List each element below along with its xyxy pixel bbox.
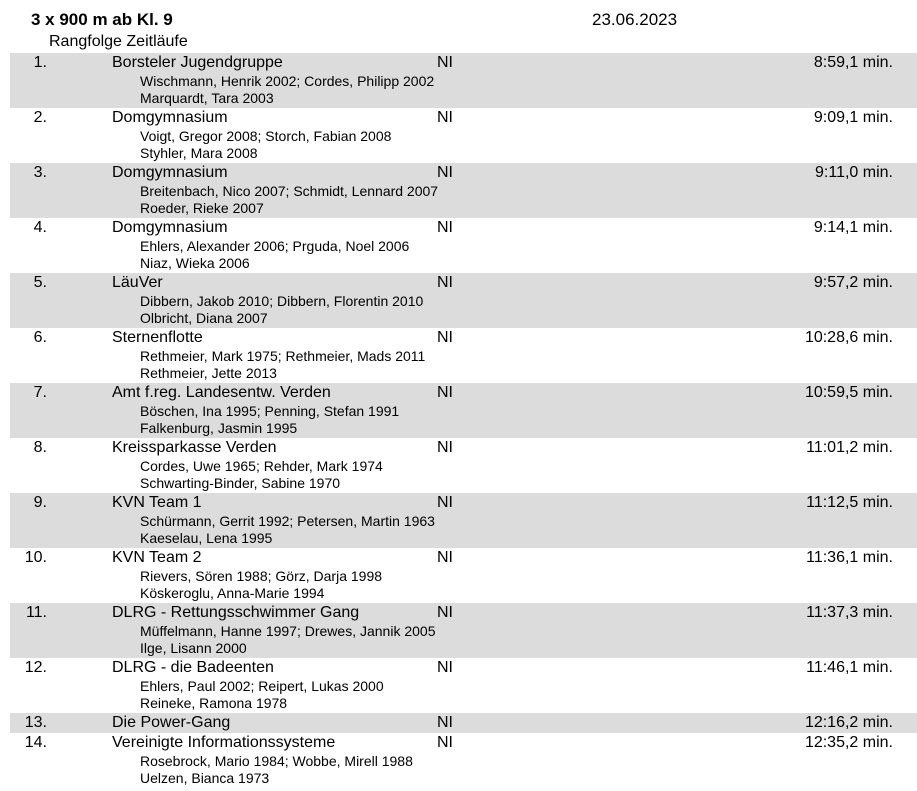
member-line: Ehlers, Paul 2002; Reipert, Lukas 2000 <box>140 678 384 694</box>
result-time: 9:14,1 min. <box>813 219 893 236</box>
team-region: NI <box>437 714 453 731</box>
team-name: Kreissparkasse Verden <box>112 439 277 456</box>
result-time: 10:28,6 min. <box>804 329 893 346</box>
result-rank: 11. <box>25 604 47 621</box>
page-title: 3 x 900 m ab Kl. 9 <box>31 10 173 29</box>
result-rank: 13. <box>24 714 47 731</box>
member-line: Reineke, Ramona 1978 <box>140 695 288 711</box>
result-row <box>10 383 917 438</box>
result-row <box>10 493 917 548</box>
member-line: Müffelmann, Hanne 1997; Drewes, Jannik 2005 <box>140 623 436 639</box>
team-members <box>140 73 434 107</box>
team-members <box>140 348 425 382</box>
result-time: 9:57,2 min. <box>813 274 893 291</box>
event-date: 23.06.2023 <box>592 10 678 29</box>
member-line: Cordes, Uwe 1965; Rehder, Mark 1974 <box>140 458 383 474</box>
member-line: Niaz, Wieka 2006 <box>140 255 250 271</box>
member-line: Rievers, Sören 1988; Görz, Darja 1998 <box>140 568 383 584</box>
team-region: NI <box>437 329 453 346</box>
result-rank: 12. <box>24 659 47 676</box>
result-rank: 8. <box>33 439 47 456</box>
team-name: DLRG - die Badeenten <box>112 659 274 676</box>
member-line: Rosebrock, Mario 1984; Wobbe, Mirell 1988 <box>140 753 413 769</box>
team-region: NI <box>437 384 453 401</box>
team-region: NI <box>437 604 453 621</box>
result-rank: 9. <box>33 494 47 511</box>
team-name: Vereinigte Informationssysteme <box>112 734 336 751</box>
team-region: NI <box>437 274 453 291</box>
result-rank: 10. <box>24 549 47 566</box>
team-region: NI <box>437 54 453 71</box>
team-name: LäuVer <box>112 274 163 291</box>
result-row <box>10 108 917 163</box>
result-time: 11:01,2 min. <box>806 439 893 456</box>
team-name: Amt f.reg. Landesentw. Verden <box>112 384 331 401</box>
result-row <box>10 218 917 273</box>
member-line: Voigt, Gregor 2008; Storch, Fabian 2008 <box>140 128 392 144</box>
result-row <box>10 603 917 658</box>
member-line: Köskeroglu, Anna-Marie 1994 <box>140 585 325 601</box>
member-line: Roeder, Rieke 2007 <box>140 200 264 216</box>
team-region: NI <box>437 549 453 566</box>
result-row <box>10 328 917 383</box>
team-region: NI <box>437 439 453 456</box>
result-time: 11:36,1 min. <box>806 549 893 566</box>
member-line: Ilge, Lisann 2000 <box>140 640 247 656</box>
team-members <box>140 753 413 787</box>
result-rank: 3. <box>33 164 47 181</box>
result-row <box>10 163 917 218</box>
team-name: KVN Team 1 <box>112 494 202 511</box>
member-line: Kaeselau, Lena 1995 <box>140 530 273 546</box>
team-name: Borsteler Jugendgruppe <box>112 54 283 71</box>
result-rank: 14. <box>24 734 47 751</box>
member-line: Styhler, Mara 2008 <box>140 145 258 161</box>
member-line: Dibbern, Jakob 2010; Dibbern, Florentin 2010 <box>140 293 424 309</box>
result-time: 9:11,0 min. <box>815 164 893 181</box>
result-row <box>10 713 917 733</box>
member-line: Breitenbach, Nico 2007; Schmidt, Lennard 2007 <box>140 183 439 199</box>
team-region: NI <box>437 219 453 236</box>
result-time: 11:12,5 min. <box>806 494 893 511</box>
team-region: NI <box>437 164 453 181</box>
member-line: Wischmann, Henrik 2002; Cordes, Philipp 2002 <box>140 73 435 89</box>
result-rank: 2. <box>33 109 47 126</box>
team-members <box>140 623 435 657</box>
team-name: Die Power-Gang <box>112 714 231 731</box>
result-time: 11:46,1 min. <box>806 659 893 676</box>
member-line: Schürmann, Gerrit 1992; Petersen, Martin 1963 <box>140 513 435 529</box>
member-line: Rethmeier, Mark 1975; Rethmeier, Mads 2011 <box>140 348 426 364</box>
member-line: Schwarting-Binder, Sabine 1970 <box>140 475 341 491</box>
page-subtitle: Rangfolge Zeitläufe <box>49 33 188 50</box>
result-rank: 7. <box>33 384 47 401</box>
team-region: NI <box>437 734 453 751</box>
result-row <box>10 658 917 713</box>
team-members <box>140 293 423 327</box>
result-time: 10:59,5 min. <box>804 384 893 401</box>
team-name: Sternenflotte <box>112 329 203 346</box>
team-members <box>140 678 384 712</box>
team-name: KVN Team 2 <box>112 549 202 566</box>
team-members <box>140 128 391 162</box>
result-rank: 4. <box>33 219 47 236</box>
team-members <box>140 568 382 602</box>
result-row <box>10 438 917 493</box>
team-name: Domgymnasium <box>112 109 228 126</box>
result-time: 12:35,2 min. <box>804 734 893 751</box>
team-members <box>140 183 438 217</box>
team-region: NI <box>437 494 453 511</box>
team-region: NI <box>437 659 453 676</box>
result-rank: 6. <box>33 329 47 346</box>
team-name: Domgymnasium <box>112 219 228 236</box>
results-list <box>10 53 917 788</box>
result-time: 11:37,3 min. <box>806 604 893 621</box>
team-members <box>140 458 383 492</box>
member-line: Böschen, Ina 1995; Penning, Stefan 1991 <box>140 403 400 419</box>
member-line: Uelzen, Bianca 1973 <box>140 770 270 786</box>
team-members <box>140 513 435 547</box>
team-region: NI <box>437 109 453 126</box>
result-row <box>10 548 917 603</box>
result-rank: 1. <box>33 54 47 71</box>
member-line: Ehlers, Alexander 2006; Prguda, Noel 2006 <box>140 238 410 254</box>
member-line: Olbricht, Diana 2007 <box>140 310 268 326</box>
team-name: DLRG - Rettungsschwimmer Gang <box>112 604 360 621</box>
result-rank: 5. <box>33 274 47 291</box>
result-time: 9:09,1 min. <box>813 109 893 126</box>
team-members <box>140 238 409 272</box>
team-name: Domgymnasium <box>112 164 228 181</box>
result-row <box>10 53 917 108</box>
result-time: 8:59,1 min. <box>813 54 893 71</box>
member-line: Marquardt, Tara 2003 <box>140 90 274 106</box>
result-time: 12:16,2 min. <box>804 714 893 731</box>
member-line: Rethmeier, Jette 2013 <box>140 365 277 381</box>
team-members <box>140 403 399 437</box>
result-row <box>10 273 917 328</box>
result-row <box>10 733 917 788</box>
member-line: Falkenburg, Jasmin 1995 <box>140 420 298 436</box>
